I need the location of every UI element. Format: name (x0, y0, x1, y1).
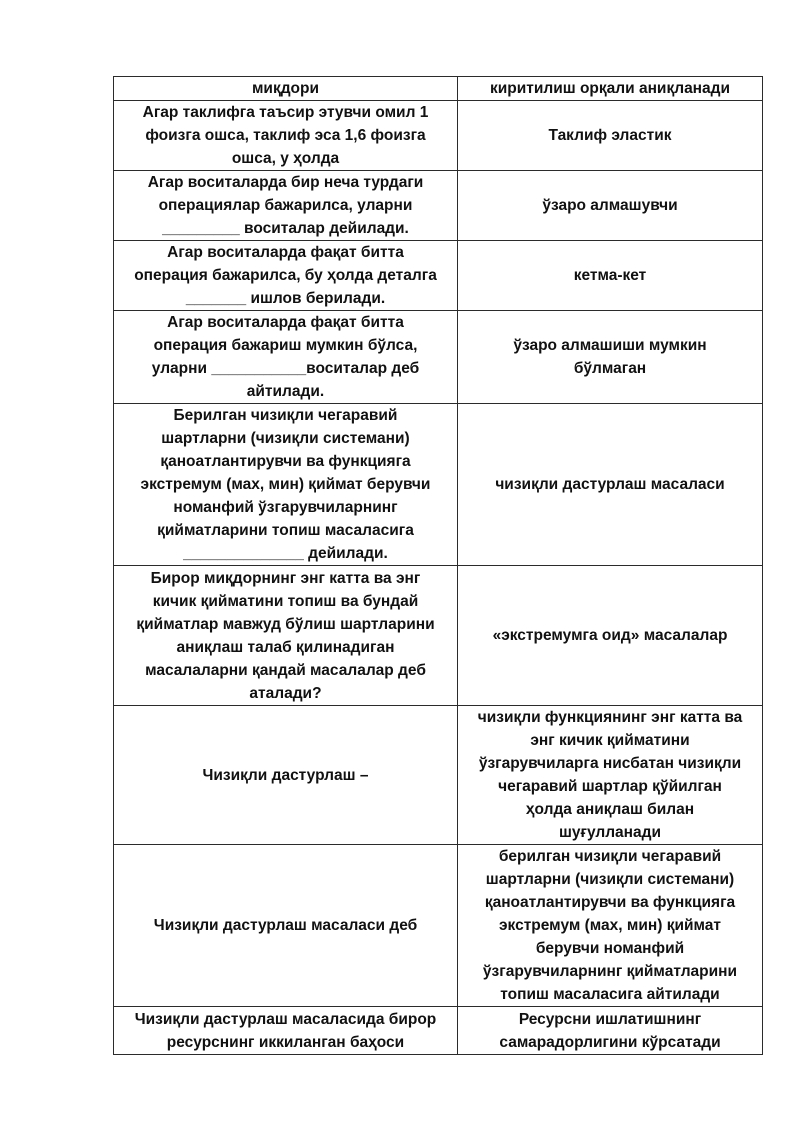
answer-cell: киритилиш орқали аниқланади (458, 77, 763, 101)
answer-cell: ўзаро алмашиши мумкин бўлмаган (458, 311, 763, 404)
question-cell: Агар воситаларда фақат битта операция бажариш мумкин бўлса, уларни ___________воситалар деб айтилади. (114, 311, 458, 404)
qa-table (113, 76, 763, 1055)
table-row (114, 404, 763, 566)
question-cell: Агар воситаларда фақат битта операция бажарилса, бу ҳолда деталга _______ ишлов берилади. (114, 241, 458, 311)
table-row (114, 706, 763, 845)
answer-cell: ўзаро алмашувчи (458, 171, 763, 241)
question-cell: Чизиқли дастурлаш масаласида бирор ресурснинг иккиланган баҳоси (114, 1007, 458, 1055)
answer-cell: чизиқли дастурлаш масаласи (458, 404, 763, 566)
question-cell: Агар воситаларда бир неча турдаги операциялар бажарилса, уларни _________ воситалар дейилади. (114, 171, 458, 241)
table-row (114, 77, 763, 101)
answer-cell: Ресурсни ишлатишнинг самарадорлигини кўрсатади (458, 1007, 763, 1055)
answer-cell: Таклиф эластик (458, 101, 763, 171)
question-cell: миқдори (114, 77, 458, 101)
answer-cell: берилган чизиқли чегаравий шартларни (чизиқли системани) қаноатлантирувчи ва функцияга экстремум (мах, мин) қиймат берувчи номанфий ўзгарувчиларнинг қийматларини топиш масаласига айтилади (458, 845, 763, 1007)
table-row (114, 845, 763, 1007)
table-row (114, 171, 763, 241)
question-cell: Бирор миқдорнинг энг катта ва энг кичик қийматини топиш ва бундай қийматлар мавжуд бўлиш шартларини аниқлаш талаб қилинадиган масалаларни қандай масалалар деб аталади? (114, 566, 458, 706)
table-row (114, 241, 763, 311)
table-row (114, 101, 763, 171)
question-cell: Агар таклифга таъсир этувчи омил 1 фоизга ошса, таклиф эса 1,6 фоизга ошса, у ҳолда (114, 101, 458, 171)
table-row (114, 311, 763, 404)
answer-cell: кетма-кет (458, 241, 763, 311)
question-cell: Чизиқли дастурлаш – (114, 706, 458, 845)
answer-cell: чизиқли функциянинг энг катта ва энг кичик қийматини ўзгарувчиларга нисбатан чизиқли чегаравий шартлар қўйилган ҳолда аниқлаш билан шуғулланади (458, 706, 763, 845)
question-cell: Берилган чизиқли чегаравий шартларни (чизиқли системани) қаноатлантирувчи ва функцияга экстремум (мах, мин) қиймат берувчи номанфий ўзгарувчиларнинг қийматларини топиш масаласига ______________ дейилади. (114, 404, 458, 566)
table-row (114, 566, 763, 706)
table-row (114, 1007, 763, 1055)
question-cell: Чизиқли дастурлаш масаласи деб (114, 845, 458, 1007)
answer-cell: «экстремумга оид» масалалар (458, 566, 763, 706)
